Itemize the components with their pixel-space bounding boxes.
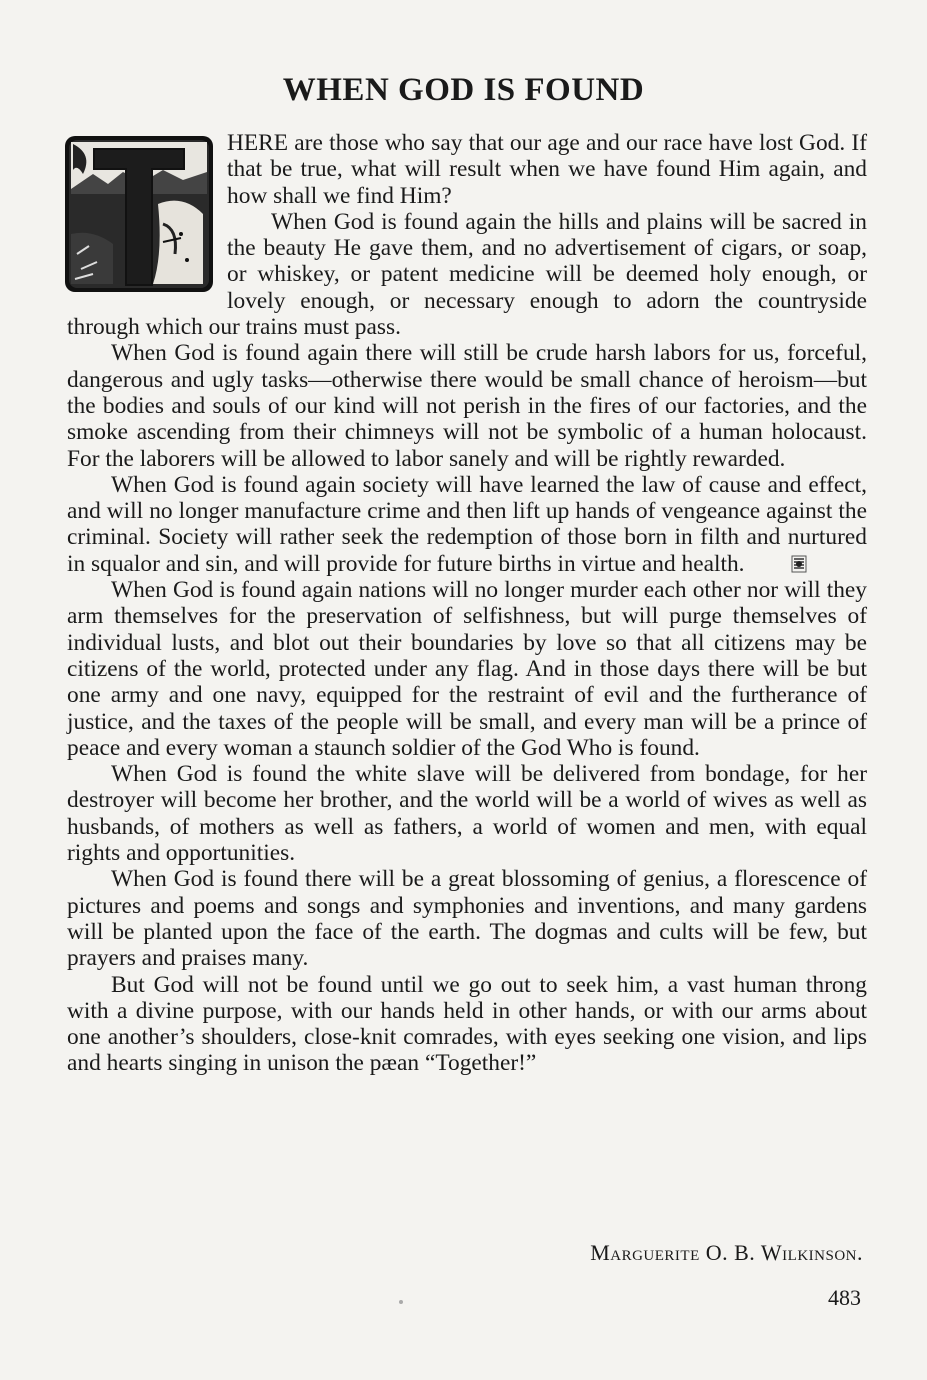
- paragraph-text: When God is found there will be a great blossoming of genius, a florescence of pictures and poems and songs and symphonies and inventions, and many gardens will be planted upon the face of the earth. The dogmas and cults will be few, but prayers and praises many.: [67, 866, 867, 972]
- paragraph-text: When God is found again the hills and plains will be sacred in the beauty He gave them, and no advertisement of cigars, or soap, or whiskey, or patent medicine will be deemed holy enough, or lovely enough, or necessary enough to adorn the countryside through which our trains must pass.: [67, 208, 867, 341]
- page-title: WHEN GOD IS FOUND: [282, 72, 645, 108]
- paragraph-text: When God is found again there will still be crude harsh labors for us, forceful, dangerous and ugly tasks—otherwise there would be small chance of heroism—but the bodies and souls of our kind will not perish in the fires of our factories, and the smoke ascending from their chimneys will not be symbolic of a human holocaust. For the laborers will be allowed to labor sanely and will be rightly rewarded.: [67, 340, 867, 472]
- paragraph-text: But God will not be found until we go out to seek him, a vast human throng with a divine purpose, with our hands held in other hands, or with our arms about one another’s shoulders, close-knit comrades, with eyes seeking one vision, and lips and hearts singing in unison the pæan “Together!”: [67, 971, 867, 1077]
- paragraph-4: [67, 472, 867, 577]
- paragraph-text: HERE are those who say that our age and our race have lost God. If that be true, what will result when we have found Him again, and how shall we find Him?: [227, 130, 867, 209]
- article-body: [67, 130, 867, 1077]
- paragraph-text: When God is found the white slave will be delivered from bondage, for her destroyer will become her brother, and the world will be a world of wives as well as husbands, of mothers as well as fathers, a world of women and men, with equal rights and opportunities.: [67, 761, 867, 867]
- paragraph-3: [67, 340, 867, 471]
- paragraph-text: When God is found again society will have learned the law of cause and effect, and will no longer manufacture crime and then lift up hands of vengeance against the criminal. Society will rather seek the redemption of those born in filth and nurtured in squalor and sin, and will provide for future births in virtue and health.: [67, 471, 867, 577]
- paragraph-7: [67, 866, 867, 971]
- illustrated-initial-T-icon: [63, 134, 215, 294]
- paragraph-text: When God is found again nations will no longer murder each other nor will they arm themselves for the preservation of selfishness, but will purge themselves of individual lusts, and blot out their boundaries by love so that all citizens may be citizens of the world, protected under any flag. And in those days there will be but one army and one navy, equipped for the restraint of evil and the furtherance of justice, and the taxes of the people will be small, and every man will be a prince of peace and every woman a staunch soldier of the God Who is found.: [67, 577, 867, 761]
- paragraph-6: [67, 761, 867, 866]
- paragraph-1: [67, 130, 867, 209]
- paragraph-8: [67, 972, 867, 1077]
- page-number: 483: [828, 1285, 861, 1310]
- printer-ornament-icon: [747, 553, 763, 571]
- author-signature: Marguerite O. B. Wilkinson.: [590, 1240, 863, 1265]
- paper-speck: [399, 1300, 403, 1304]
- paragraph-5: [67, 577, 867, 761]
